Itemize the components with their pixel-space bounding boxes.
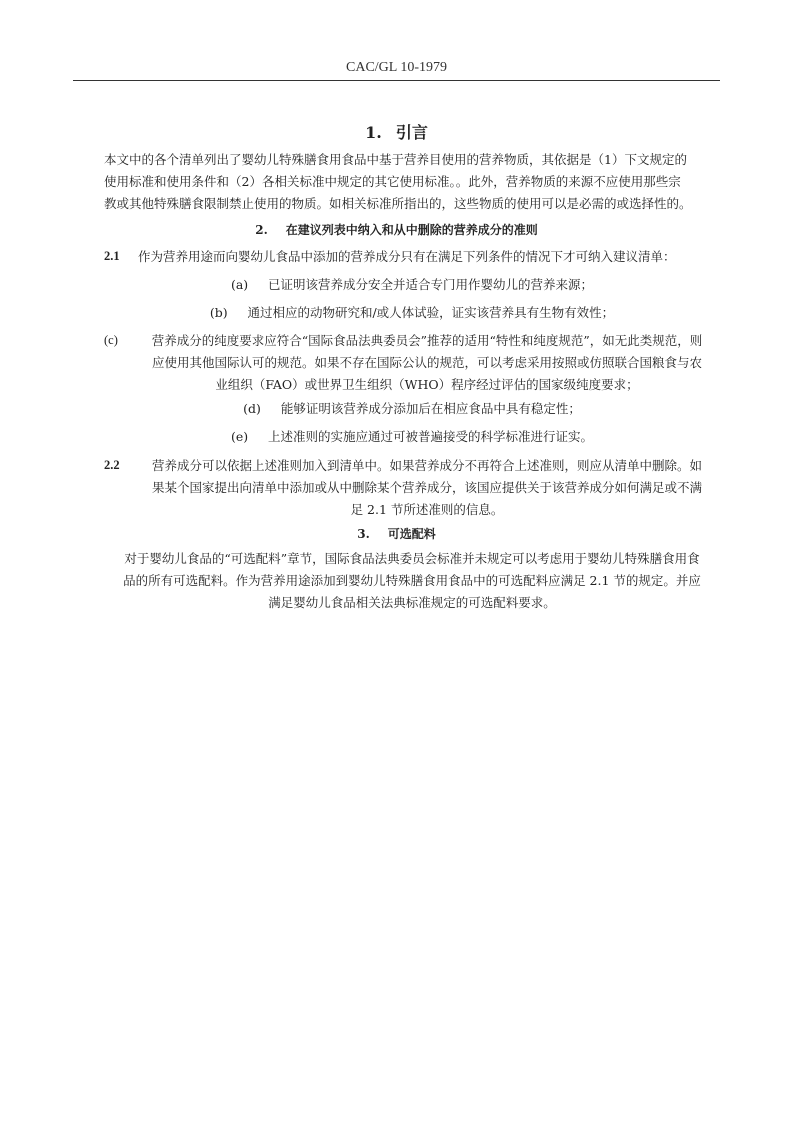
list-item-line: 应使用其他国际认可的规范。如果不存在国际公认的规范，可以考虑采用按照或仿照联合国粮食与农 — [151, 355, 702, 370]
paragraph-line: 品的所有可选配料。作为营养用途添加到婴幼儿特殊膳食用食品中的可选配料应满足 2.1 节的规定。并应 — [123, 573, 701, 588]
section-3-number: 3. — [357, 527, 370, 541]
list-item-b — [104, 302, 720, 324]
paragraph-line: 营养成分可以依据上述准则加入到清单中。如果营养成分不再符合上述准则，则应从清单中删除。如 — [151, 458, 702, 473]
list-item-a — [104, 274, 720, 296]
paragraph-line: 使用标准和使用条件和（2）各相关标准中规定的其它使用标准。。此外，营养物质的来源不应使用那些宗 — [104, 174, 681, 189]
section-1-title: 引言 — [395, 123, 428, 142]
section-1-heading — [0, 120, 793, 143]
subsection-2-2-text — [134, 455, 720, 521]
paragraph-line: 足 2.1 节所述准则的信息。 — [350, 502, 504, 517]
list-item-line: 营养成分的纯度要求应符合“国际食品法典委员会”推荐的适用“特性和纯度规范”，如无此类规范，则 — [151, 333, 703, 348]
paragraph-line: 教或其他特殊膳食限制禁止使用的物质。如相关标准所指出的，这些物质的使用可以是必需的或选择性的。 — [104, 196, 692, 211]
list-item-text: 通过相应的动物研究和/或人体试验，证实该营养具有生物有效性； — [247, 305, 615, 320]
paragraph-line: 对于婴幼儿食品的“可选配料”章节，国际食品法典委员会标准并未规定可以考虑用于婴幼儿特殊膳食用食 — [124, 551, 700, 566]
section-3-title: 可选配料 — [387, 527, 436, 541]
section-3-heading — [0, 525, 793, 542]
section-2-heading — [0, 221, 793, 238]
subsection-2-1-text: 作为营养用途而向婴幼儿食品中添加的营养成分只有在满足下列条件的情况下才可纳入建议清单： — [138, 249, 676, 264]
paragraph-line: 果某个国家提出向清单中添加或从中删除某个营养成分，该国应提供关于该营养成分如何满足或不满 — [151, 480, 702, 495]
section-1-number: 1. — [365, 123, 382, 142]
header-rule — [73, 80, 720, 81]
list-item-label: (a) — [230, 277, 249, 292]
list-item-c — [134, 330, 720, 396]
paragraph-line: 满足婴幼儿食品相关法典标准规定的可选配料要求。 — [268, 595, 556, 610]
list-item-c-label: (c) — [104, 333, 118, 347]
list-item-line: 业组织（FAO）或世界卫生组织（WHO）程序经过评估的国家级纯度要求； — [215, 377, 639, 392]
section-2-number: 2. — [255, 223, 268, 237]
paragraph-line: 本文中的各个清单列出了婴幼儿特殊膳食用食品中基于营养目使用的营养物质，其依据是（1）下文规定的 — [104, 152, 687, 167]
subsection-2-1-number: 2.1 — [104, 249, 120, 263]
list-item-label: (e) — [230, 429, 249, 444]
list-item-label: (b) — [209, 305, 228, 320]
list-item-text: 已证明该营养成分安全并适合专门用作婴幼儿的营养来源； — [268, 277, 594, 292]
list-item-e — [104, 426, 720, 448]
list-item-text: 能够证明该营养成分添加后在相应食品中具有稳定性； — [280, 401, 581, 416]
section-2-title: 在建议列表中纳入和从中删除的营养成分的准则 — [285, 223, 538, 237]
list-item-d — [104, 398, 720, 420]
section-1-paragraph — [104, 149, 720, 215]
subsection-2-2-number: 2.2 — [104, 458, 120, 472]
section-3-paragraph — [104, 548, 720, 614]
list-item-label: (d) — [243, 401, 261, 416]
document-code: CAC/GL 10-1979 — [346, 60, 447, 75]
list-item-text: 上述准则的实施应通过可被普遍接受的科学标准进行证实。 — [268, 429, 594, 444]
